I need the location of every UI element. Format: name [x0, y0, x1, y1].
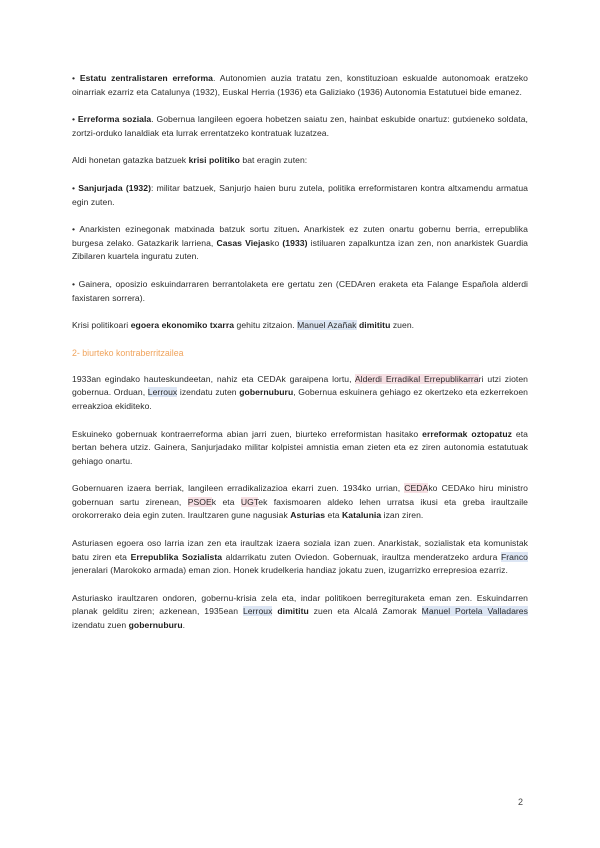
bold-term: . — [297, 224, 300, 235]
bold-term: Katalunia — [342, 510, 382, 521]
highlighted-term: Lerroux — [242, 606, 273, 617]
paragraph — [72, 428, 528, 469]
paragraph — [72, 373, 528, 414]
bold-term: Erreforma soziala — [77, 114, 152, 125]
highlighted-term: UGT — [240, 496, 259, 507]
text-run: eta — [325, 510, 343, 521]
text-run: : militar batzuek, Sanjurjo haien buru zutela, politika erreformistaren kontra altxamendu armatua egin zuten. — [72, 182, 528, 207]
paragraph — [72, 482, 528, 523]
text-run: • — [72, 114, 78, 125]
bold-term: dimititu — [358, 320, 391, 331]
highlighted-term: Manuel Portela Valladares — [421, 606, 528, 617]
paragraph — [72, 72, 528, 99]
text-run: • Anarkisten ezinegonak matxinada batzuk sortu zituen — [72, 224, 298, 235]
text-run: Aldi honetan gatazka batzuek — [72, 155, 189, 166]
text-run: Gobernuaren izaera berriak, langileen erradikalizazioa ekarri zuen. 1934ko urrian, — [72, 483, 405, 494]
bold-term: dimititu — [277, 606, 309, 617]
text-run: izendatu zuen — [72, 620, 129, 631]
highlighted-term: Manuel Azañak — [297, 320, 357, 331]
highlighted-term: Alderdi Erradikal Errepublikarra — [354, 373, 479, 384]
text-run: istiluaren zapalkuntza izan zen, non anarkistek Guardia Zibilaren kuartela inguratu zuten. — [72, 237, 528, 262]
highlighted-term: PSOE — [187, 496, 212, 507]
bold-term: krisi politiko — [188, 155, 240, 166]
highlighted-term: CEDA — [404, 483, 429, 494]
paragraphs-block-1 — [72, 72, 528, 333]
paragraph — [72, 154, 528, 168]
text-run: bat eragin zuten: — [239, 155, 308, 166]
text-run: Asturiasen egoera oso larria izan zen eta iraultzak izaera soziala izan zuen. Anarkistak, sozialistak eta komunistak batu ziren eta — [72, 538, 528, 562]
text-run: , Gobernua eskuinera gehiago ez okertzeko eta ezkerrekoen erreakzioa ekiditeko. — [72, 387, 528, 411]
text-run: aldarrikatu zuten Oviedon. Gobernuak, iraultza menderatzeko ardura — [222, 551, 501, 562]
bold-term: gobernuburu — [128, 620, 183, 631]
bold-term: Estatu zentralistaren erreforma — [79, 73, 214, 83]
text-run: gehitu zitzaion. — [234, 320, 298, 331]
paragraph — [72, 319, 528, 333]
text-run: Eskuineko gobernuak kontraerreforma abian jarri zuen, biurteko erreformistan hasitako — [72, 428, 423, 439]
text-run: izan ziren. — [381, 510, 424, 521]
bold-term: Errepublika Sozialista — [130, 551, 223, 562]
text-run: k eta — [211, 496, 241, 507]
text-run: Asturiasko iraultzaren ondoren, gobernu-krisia zela eta, indar politikoen berregituraketa eman zen. Eskuindarren planak gelditu ziren; azkenean, 1935ean — [72, 592, 528, 617]
highlighted-term: Franco — [500, 551, 528, 562]
paragraph — [72, 592, 528, 633]
text-run: • — [72, 73, 80, 83]
highlighted-term: Lerroux — [147, 387, 178, 398]
bold-term: erreformak oztopatuz — [422, 428, 512, 439]
text-run: Krisi politikoari — [72, 320, 131, 331]
text-run: eta bertan behera utziz. Gainera, Sanjurjadako militar kolpistei amnistia eman zieten eta ez ziren autonomia estatutuak gehiago onartu. — [72, 428, 529, 466]
text-run: ko — [270, 237, 283, 248]
text-run: zuen eta Alcalá Zamorak — [308, 606, 422, 617]
bold-term: gobernuburu — [239, 387, 294, 398]
text-run: ri utzi zioten gobernua. Orduan, — [72, 373, 528, 398]
text-run: jeneralari (Marokoko armada) eman zion. Honek krudelkeria handiaz jokatu zuen, izugarrizko errepresioa ezarriz. — [72, 565, 508, 576]
text-run: . Autonomien auzia tratatu zen, konstituzioan eskualde autonomoak eratzeko oinarriak ezarriz eta Catalunya (1932), Euskal Herria (1936) eta Galiziako (1936) Autonomia Estatutuei bide emanez. — [72, 73, 528, 97]
bold-term: Casas Viejas — [216, 237, 271, 248]
text-run: Anarkistek ez zuten onartu gobernu berria, errepublika burgesa zelako. Gatazkarik larriena, — [72, 224, 528, 248]
text-run: zuen. — [390, 320, 415, 331]
paragraphs-block-2 — [72, 373, 528, 633]
paragraph — [72, 113, 528, 140]
paragraph — [72, 278, 528, 305]
text-run: 1933an egindako hauteskundeetan, nahiz eta CEDAk garaipena lortu, — [72, 373, 355, 384]
paragraph — [72, 182, 528, 209]
text-run: . Gobernua langileen egoera hobetzen saiatu zen, hainbat eskubide onartuz: gutxieneko soldata, zortzi-orduko lanaldiak eta lurrak errentatzeko kontratuak luzatzea. — [72, 114, 528, 138]
text-run: • — [72, 182, 79, 193]
bold-term: Asturias — [290, 510, 326, 521]
text-run: ek faxismoaren aldeko lehen urratsa ikusi eta greba iraultzaile orokorrerako deia egin zuten. Iraultzaren gune nagusiak — [72, 496, 528, 521]
page-number: 2 — [518, 797, 524, 807]
text-run: izendatu zuten — [177, 387, 240, 398]
bold-term: egoera ekonomiko txarra — [130, 320, 235, 331]
bold-term: Sanjurjada (1932) — [78, 182, 152, 193]
paragraph — [72, 537, 528, 578]
text-run: ko CEDAko hiru ministro gobernuan sartu zirenean, — [72, 483, 528, 507]
section-heading: 2- biurteko kontraberritzailea — [72, 347, 184, 358]
document-page — [72, 72, 528, 647]
paragraph — [72, 223, 528, 264]
text-run: . — [182, 620, 186, 631]
bold-term: (1933) — [282, 237, 308, 248]
text-run: • Gainera, oposizio eskuindarraren berrantolaketa ere gertatu zen (CEDAren eraketa eta Falange Española alderdi faxistaren sorrera). — [72, 278, 528, 303]
